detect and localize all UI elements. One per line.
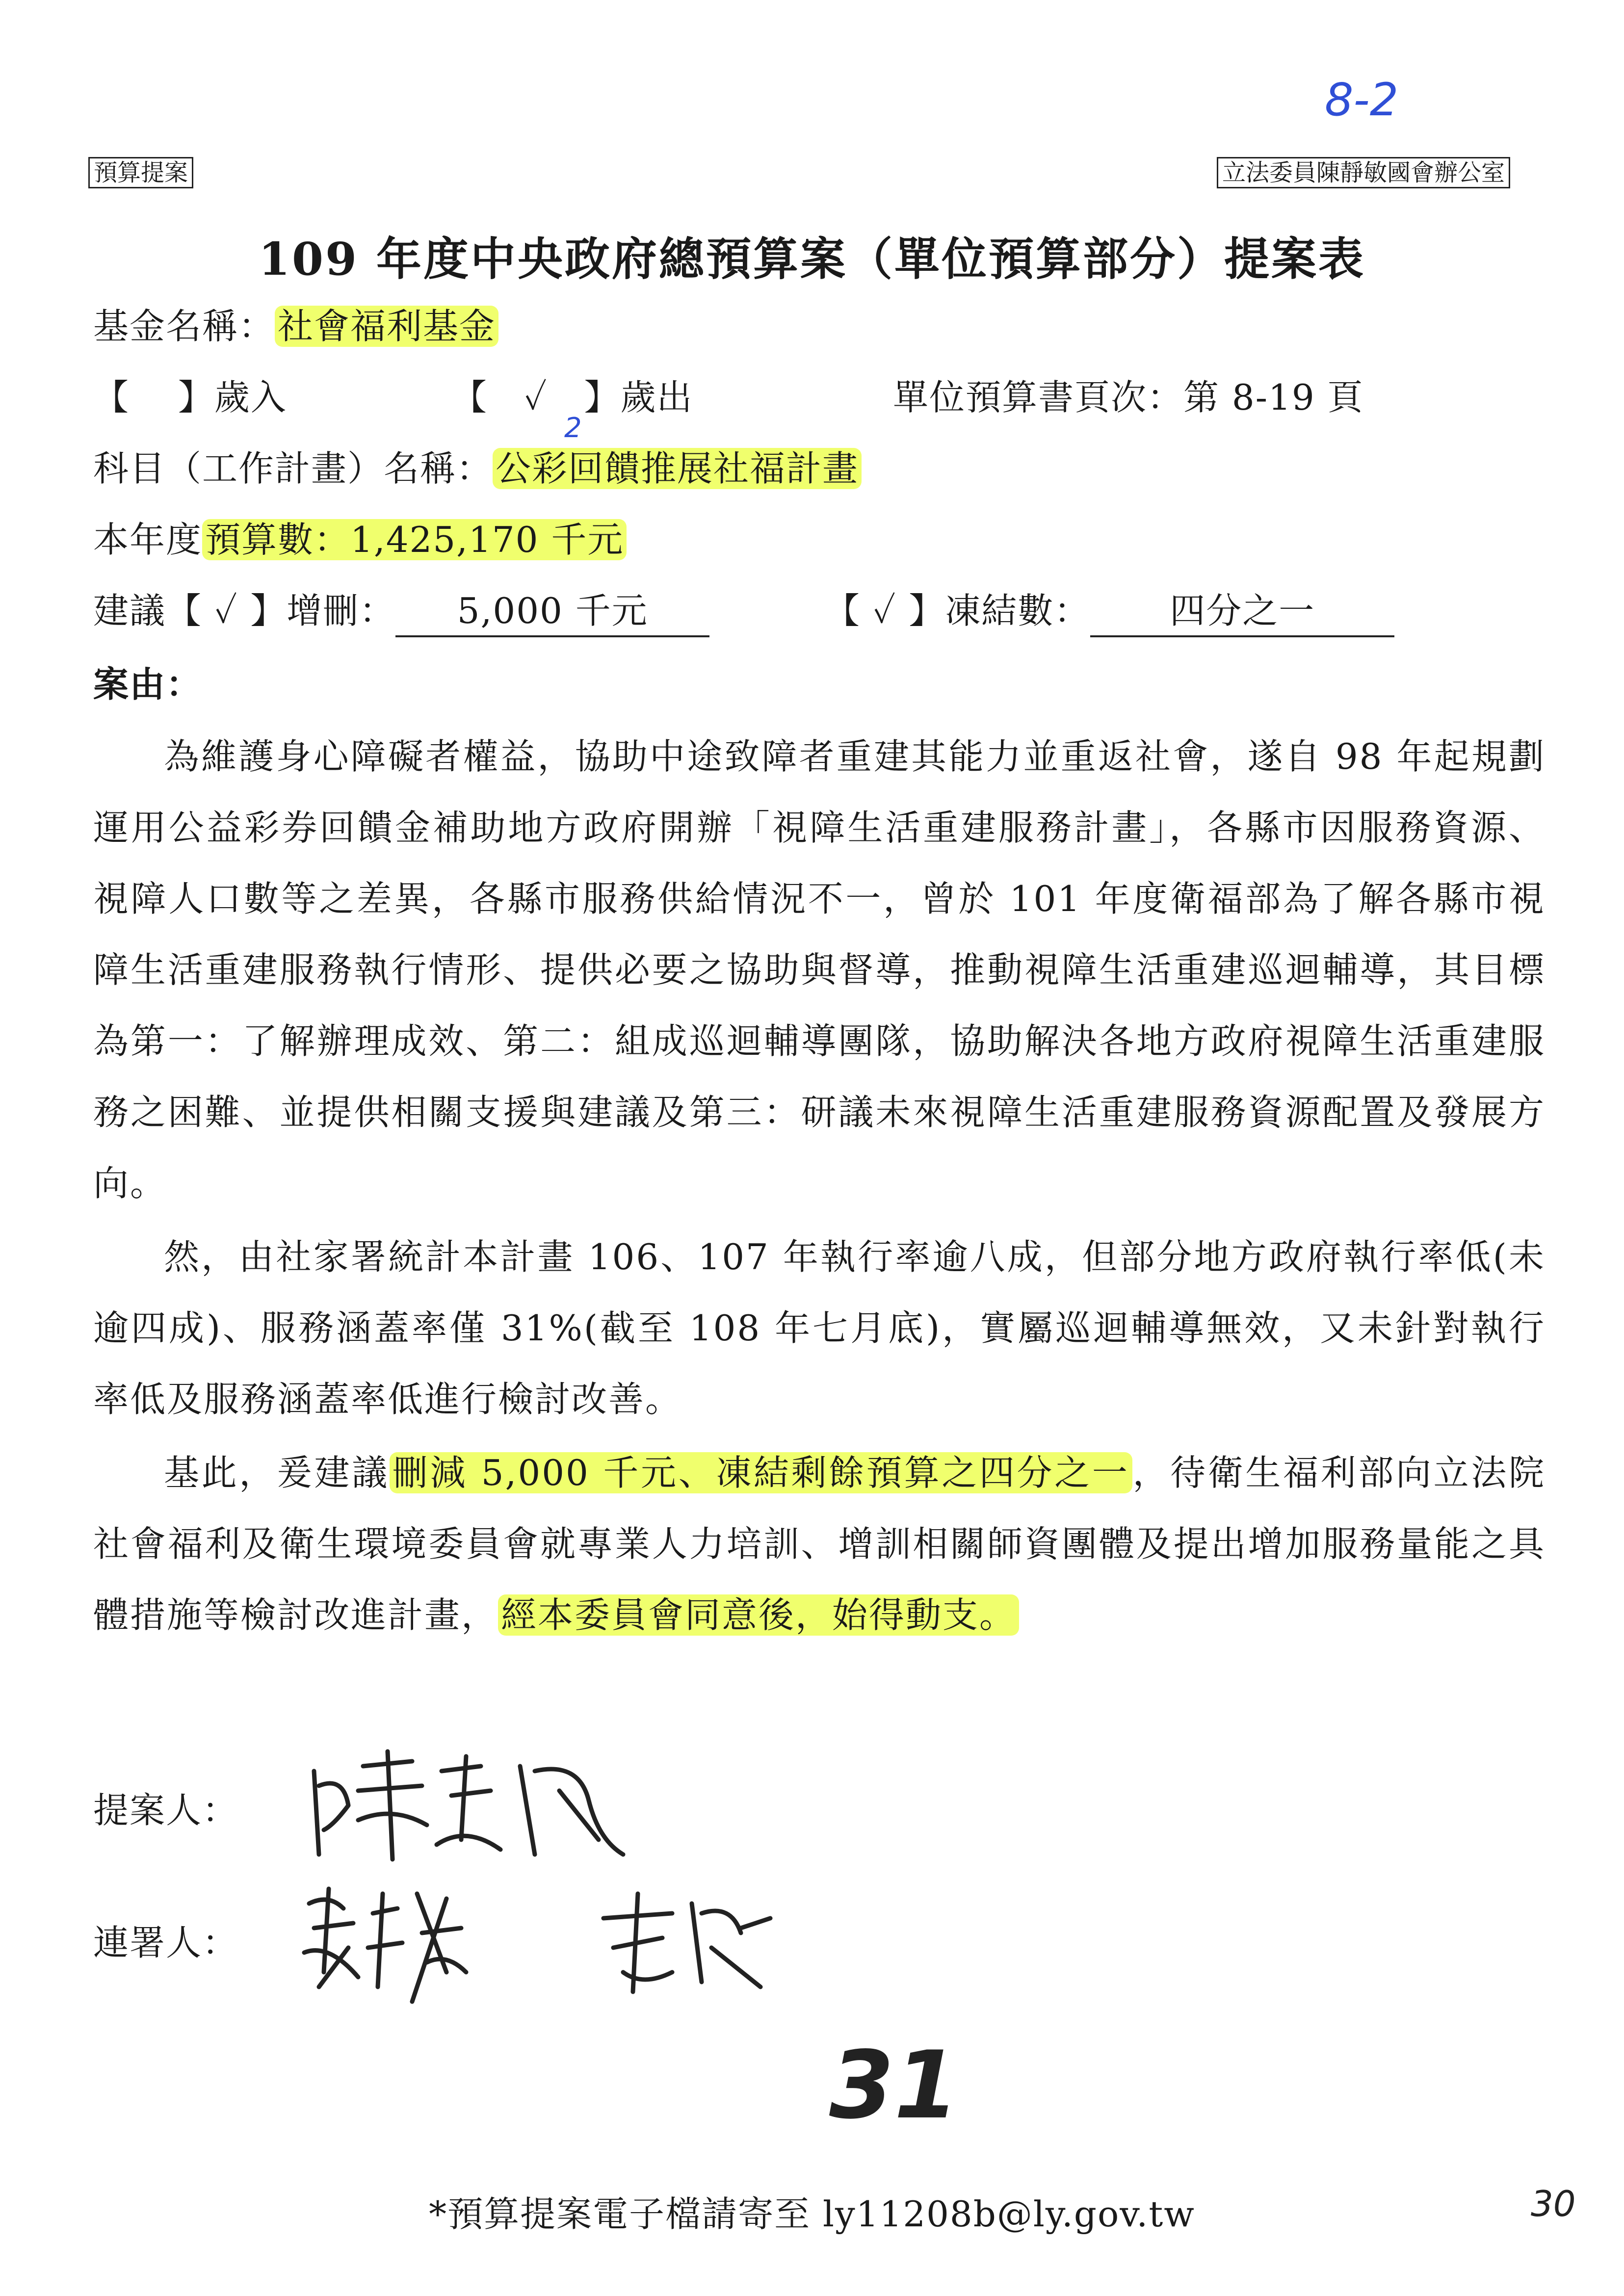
p3-highlight-approval: 經本委員會同意後，始得動支。 [498, 1594, 1019, 1636]
proposal-label: 建議 [93, 590, 166, 631]
page-reference: 單位預算書頁次：第 8-19 頁 [893, 377, 1364, 418]
p3-highlight-cut: 刪減 5,000 千元、凍結剩餘預算之四分之一 [390, 1452, 1133, 1493]
fund-label: 基金名稱： [93, 306, 275, 347]
p3-lead: 基此，爰建議 [164, 1452, 390, 1493]
freeze-check: 【 ✓ 】 [824, 590, 945, 631]
reason-paragraph-3 [93, 1437, 1545, 1651]
budget-proposal-tag: 預算提案 [88, 157, 193, 188]
freeze-value: 四分之一 [1090, 586, 1394, 637]
reason-heading: 案由： [93, 663, 203, 705]
page-number: 30 [1531, 2183, 1576, 2224]
cosigner-signatures [299, 1874, 839, 2011]
expense-bracket: 【 ✓ 】歲出 [451, 377, 693, 418]
office-tag: 立法委員陳靜敏國會辦公室 [1217, 157, 1510, 188]
budget-type-row [93, 373, 287, 422]
cosigner-label: 連署人： [93, 1922, 239, 1963]
proposal-row [93, 586, 709, 637]
fund-row [93, 302, 498, 351]
reason-paragraph-2: 然，由社家署統計本計畫 106、107 年執行率逾八成，但部分地方政府執行率低(未逾四成)、服務涵蓋率僅 31%(截至 108 年七月底)，實屬巡迴輔導無效，又未針對執行率低及服務涵蓋率低進行檢討改善。 [93, 1236, 1545, 1420]
footer-note: *預算提案電子檔請寄至 ly11208b@ly.gov.tw [429, 2193, 1195, 2235]
page-mark: 8-2 [1325, 74, 1399, 126]
item-row [93, 444, 862, 493]
cut-label: 增刪： [287, 590, 396, 631]
item-value: 公彩回饋推展社福計畫 [493, 448, 862, 489]
page-title: 109 年度中央政府總預算案（單位預算部分）提案表 [258, 233, 1366, 286]
budget-value: 預算數：1,425,170 千元 [202, 519, 627, 560]
item-annotation: 2 [564, 412, 582, 444]
proposer-label: 提案人： [93, 1790, 239, 1831]
cut-value: 5,000 千元 [395, 586, 709, 637]
freeze-group [824, 586, 1394, 637]
reason-paragraph-1: 為維護身心障礙者權益，協助中途致障者重建其能力並重返社會，遂自 98 年起規劃運用公益彩券回饋金補助地方政府開辦「視障生活重建服務計畫」，各縣市因服務資源、視障人口數等之差異，各縣市服務供給情況不一，曾於 101 年度衛福部為了解各縣市視障生活重建服務執行情形、提供必要之協助與督導，推動視障生活重建巡迴輔導，其目標為第一：了解辦理成效、第二：組成巡迴輔導團隊，協助解決各地方政府視障生活重建服務之困難、並提供相關支援與建議及第三：研議未來視障生活重建服務資源配置及發展方向。 [93, 736, 1545, 1204]
p3-body: ，待衛生福利部向立法院社會福利及衛生環境委員會就專業人力培訓、增訓相關師資團體及提出增加服務量能之具體措施等檢討改進計畫， [93, 1452, 1545, 1636]
item-label: 科目（工作計畫）名稱： [93, 448, 493, 489]
cut-check: 【 ✓ 】 [166, 590, 287, 631]
freeze-label: 凍結數： [945, 590, 1091, 631]
budget-label: 本年度 [93, 519, 203, 560]
proposer-signature [304, 1742, 648, 1869]
budget-row [93, 515, 627, 564]
fund-value: 社會福利基金 [275, 306, 498, 347]
handwritten-number: 31 [829, 2031, 959, 2139]
income-bracket: 【 】歲入 [93, 377, 287, 418]
